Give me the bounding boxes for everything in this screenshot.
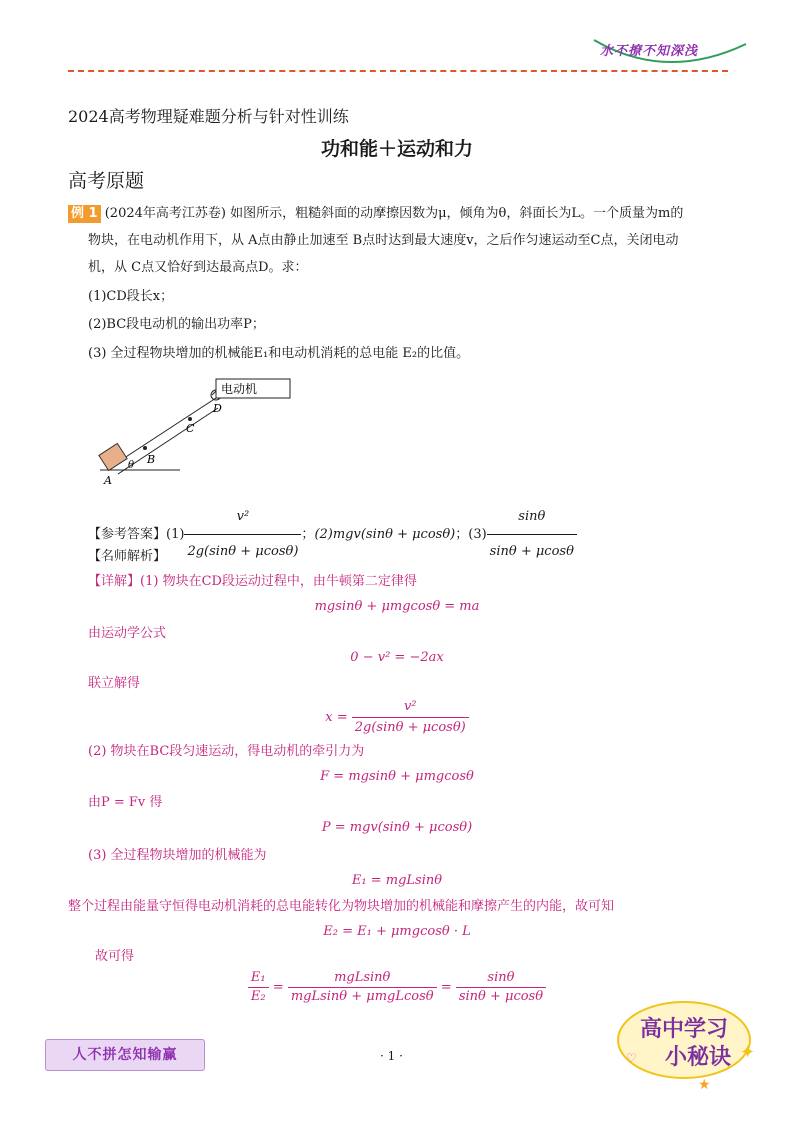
answer-label: 【参考答案】 bbox=[88, 527, 167, 542]
incline-figure bbox=[94, 374, 304, 486]
point-d-label: D bbox=[213, 402, 222, 415]
point-c-dot bbox=[188, 417, 192, 421]
example-source: (2024年高考江苏卷) bbox=[104, 206, 226, 221]
heart-icon: ♡ bbox=[626, 1051, 637, 1065]
analysis-step-1 bbox=[88, 573, 417, 591]
point-b-dot bbox=[143, 446, 147, 450]
angle-label: θ bbox=[128, 460, 135, 471]
block bbox=[99, 443, 127, 470]
page-number: · 1 · bbox=[380, 1049, 403, 1063]
badge-line1: 高中学习 bbox=[639, 1017, 729, 1042]
point-c-label: C bbox=[186, 422, 195, 435]
analysis-step-3: 联立解得 bbox=[88, 676, 141, 691]
equation-6: E₁ = mgLsinθ bbox=[351, 873, 443, 888]
star-icon: ★ bbox=[698, 1077, 711, 1092]
equation-2: 0 − v² = −2ax bbox=[350, 650, 444, 665]
example-tag: 例 1 bbox=[68, 205, 101, 223]
badge-line2: 小秘诀 bbox=[664, 1045, 732, 1070]
example-first-line bbox=[68, 205, 683, 223]
incline-lower-edge bbox=[112, 398, 216, 466]
analysis-step-2: 由运动学公式 bbox=[88, 626, 167, 641]
analysis-label: 【名师解析】 bbox=[88, 549, 167, 564]
answer-1-prefix: (1) bbox=[166, 527, 185, 542]
section-heading: 高考原题 bbox=[68, 170, 145, 192]
equation-8-equals-2: = bbox=[440, 980, 452, 995]
equation-8-right-fraction: $\frac{\sin\theta}{\sin\theta + \mu\cos\theta}$ bbox=[456, 969, 546, 1006]
analysis-step-1-text: (1) 物块在CD段运动过程中，由牛顿第二定律得 bbox=[140, 574, 417, 589]
point-a-label: A bbox=[104, 474, 112, 486]
point-b-label: B bbox=[147, 453, 156, 466]
analysis-step-5: 由P = Fv 得 bbox=[88, 795, 163, 810]
equation-8-equals-1: = bbox=[272, 980, 284, 995]
answer-1-fraction: $\frac{\text{v²}}{2g(\sin\theta + \mu\cos\theta)}$ bbox=[184, 500, 301, 569]
series-title: 2024高考物理疑难题分析与针对性训练 bbox=[68, 107, 349, 126]
footer-motto: 人不拼怎知输赢 bbox=[45, 1039, 205, 1071]
equation-8-left-fraction: $\frac{\text{E₁}}{\text{E₂}}$ bbox=[248, 969, 269, 1006]
equation-8-middle-fraction: $\frac{\text{mgLsinθ}}{\text{mgLsinθ + μmgLcosθ}}$ bbox=[288, 969, 437, 1006]
equation-7: E₂ = E₁ + μmgcosθ · L bbox=[323, 924, 471, 939]
analysis-step-8: 故可得 bbox=[95, 949, 135, 964]
answer-3-prefix: (3) bbox=[468, 527, 487, 542]
question-2: (2)BC段电动机的输出功率P； bbox=[88, 317, 265, 332]
detail-tag: 【详解】 bbox=[88, 574, 141, 589]
example-stem-line1: 如图所示，粗糙斜面的动摩擦因数为μ，倾角为θ，斜面长为L。一个质量为m的 bbox=[230, 206, 684, 221]
motor-label: 电动机 bbox=[221, 382, 258, 396]
equation-3 bbox=[0, 697, 794, 738]
example-stem-line3: 机，从 C点又恰好到达最高点D。求： bbox=[88, 260, 308, 275]
header-dashed-divider bbox=[68, 70, 728, 72]
answer-separator-2: ； bbox=[455, 527, 469, 542]
equation-3-lhs: x = bbox=[325, 710, 348, 725]
question-3: (3) 全过程物块增加的机械能E₁和电动机消耗的总电能 E₂的比值。 bbox=[88, 346, 470, 361]
sparkle-icon: ✦ bbox=[740, 1042, 756, 1063]
analysis-step-6: (3) 全过程物块增加的机械能为 bbox=[88, 848, 267, 863]
equation-1: mgsinθ + μmgcosθ = ma bbox=[314, 599, 480, 614]
question-1: (1)CD段长x； bbox=[88, 289, 174, 304]
analysis-step-7: 整个过程由能量守恒得电动机消耗的总电能转化为物块增加的机械能和摩擦产生的内能，故可知 bbox=[68, 899, 615, 914]
answer-3-fraction: $\frac{\sin\theta}{\sin\theta + \mu\cos\theta}$ bbox=[487, 500, 577, 569]
equation-4: F = mgsinθ + μmgcosθ bbox=[320, 769, 474, 784]
study-tips-badge bbox=[612, 1000, 760, 1092]
analysis-step-4: (2) 物块在BC段匀速运动，得电动机的牵引力为 bbox=[88, 744, 365, 759]
equation-5: P = mgv(sinθ + μcosθ) bbox=[321, 820, 473, 835]
example-stem-line2: 物块，在电动机作用下，从 A点由静止加速至 B点时达到最大速度v，之后作匀速运动至C点，关闭电动 bbox=[88, 233, 679, 248]
answer-separator-1: ； bbox=[301, 527, 315, 542]
page-title: 功和能＋运动和力 bbox=[320, 138, 473, 160]
answer-2: (2)mgv(sinθ + μcosθ) bbox=[314, 527, 456, 542]
equation-3-fraction: $\frac{\text{v²}}{2g(\sin\theta + \mu\cos\theta)}$ bbox=[352, 697, 469, 738]
header-motto: 水不撩不知深浅 bbox=[600, 44, 699, 59]
